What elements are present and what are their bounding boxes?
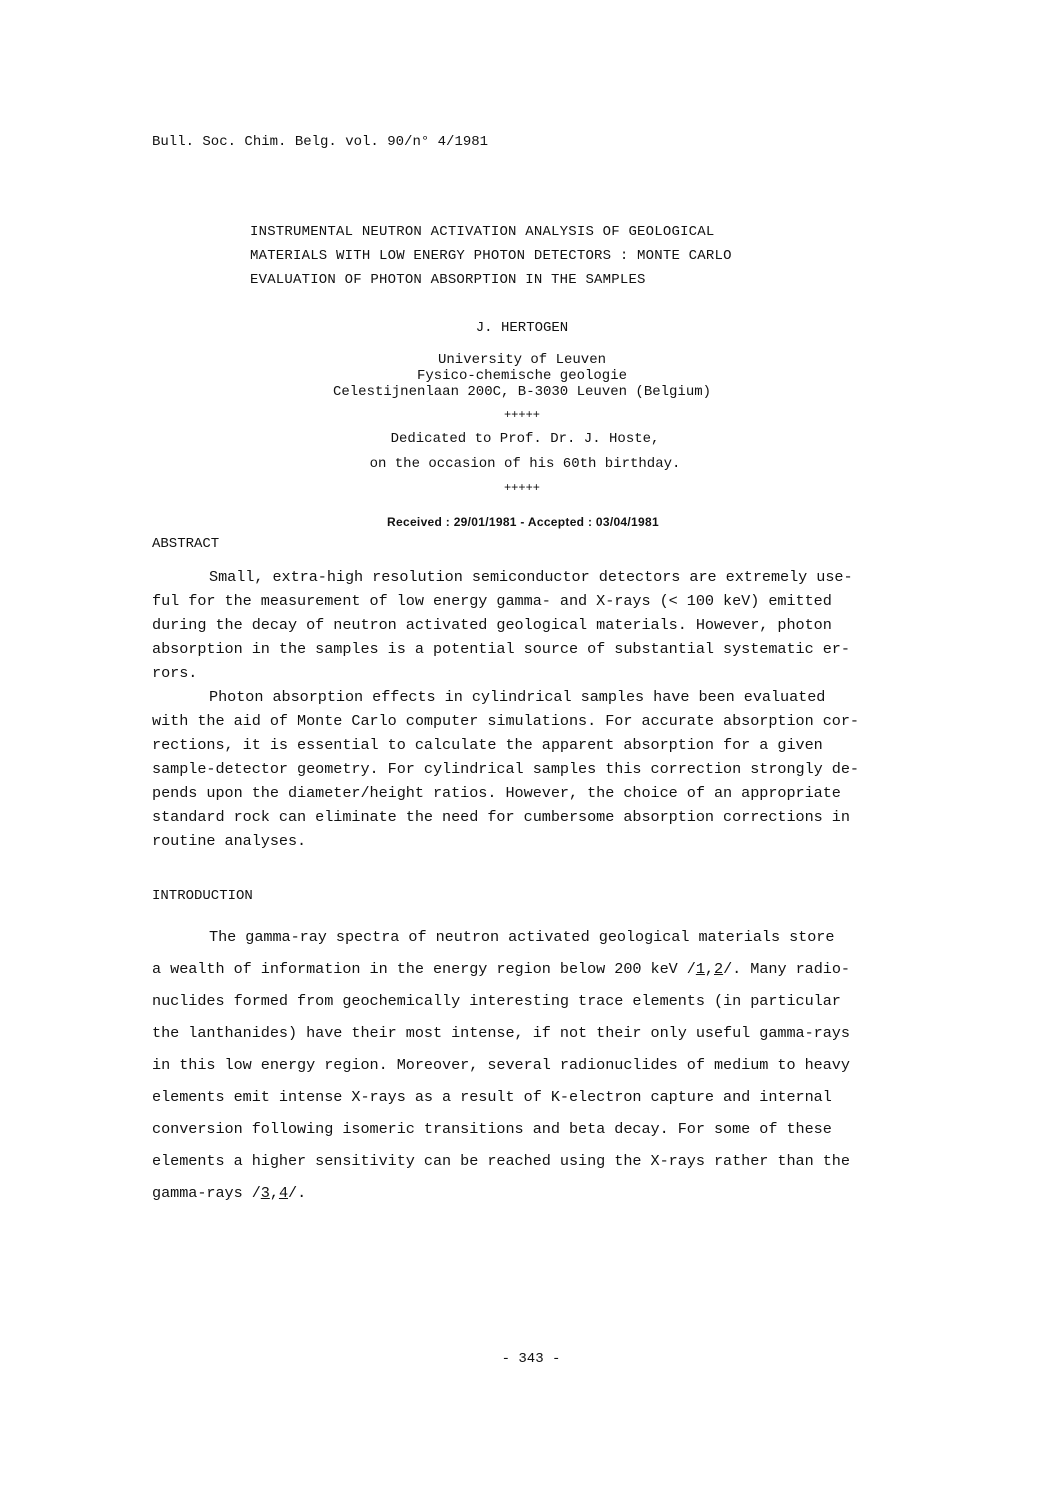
abstract-line: standard rock can eliminate the need for cumbersome absorption corrections in [152, 808, 850, 826]
intro-line: elements a higher sensitivity can be reached using the X-rays rather than the [152, 1152, 850, 1170]
intro-line [152, 1184, 306, 1202]
abstract-line: Photon absorption effects in cylindrical samples have been evaluated [209, 688, 826, 706]
title-line: MATERIALS WITH LOW ENERGY PHOTON DETECTORS : MONTE CARLO [250, 248, 732, 264]
intro-line: elements emit intense X-rays as a result of K-electron capture and internal [152, 1088, 832, 1106]
abstract-line: with the aid of Monte Carlo computer simulations. For accurate absorption cor- [152, 712, 859, 730]
citation-ref[interactable]: 4 [278, 1184, 289, 1202]
title-line: INSTRUMENTAL NEUTRON ACTIVATION ANALYSIS OF GEOLOGICAL [250, 224, 715, 240]
section-heading: INTRODUCTION [152, 888, 253, 904]
intro-line: The gamma-ray spectra of neutron activated geological materials store [209, 928, 835, 946]
intro-line: the lanthanides) have their most intense, if not their only useful gamma-rays [152, 1024, 850, 1042]
author-name: J. HERTOGEN [475, 320, 569, 336]
abstract-line: ful for the measurement of low energy gamma- and X-rays (< 100 keV) emitted [152, 592, 832, 610]
intro-text: a wealth of information in the energy region below 200 keV / [152, 960, 696, 978]
separator: +++++ [503, 481, 540, 495]
intro-line: nuclides formed from geochemically interesting trace elements (in particular [152, 992, 841, 1010]
intro-line: conversion following isomeric transitions and beta decay. For some of these [152, 1120, 832, 1138]
affiliation-line: Fysico-chemische geologie [416, 368, 628, 384]
citation-ref[interactable]: 3 [260, 1184, 270, 1202]
intro-text: gamma-rays / [152, 1184, 261, 1202]
intro-text: , [269, 1184, 279, 1202]
abstract-line: sample-detector geometry. For cylindrical samples this correction strongly de- [152, 760, 859, 778]
received-dates: Received : 29/01/1981 - Accepted : 03/04/1981 [387, 515, 659, 529]
page-number: - 343 - [501, 1351, 561, 1367]
abstract-line: absorption in the samples is a potential source of substantial systematic er- [152, 640, 850, 658]
intro-text: /. [288, 1184, 307, 1202]
abstract-line: Small, extra-high resolution semiconductor detectors are extremely use- [209, 568, 853, 586]
abstract-line: rections, it is essential to calculate the apparent absorption for a given [152, 736, 823, 754]
separator: +++++ [503, 408, 540, 422]
citation-ref[interactable]: 2 [714, 960, 724, 978]
journal-reference: Bull. Soc. Chim. Belg. vol. 90/n° 4/1981 [152, 134, 489, 150]
abstract-line: pends upon the diameter/height ratios. However, the choice of an appropriate [152, 784, 841, 802]
intro-text: /. Many radio- [723, 960, 850, 978]
intro-line [152, 960, 850, 978]
affiliation-line: Celestijnenlaan 200C, B-3030 Leuven (Belgium) [332, 384, 712, 400]
intro-line: in this low energy region. Moreover, several radionuclides of medium to heavy [152, 1056, 850, 1074]
dedication-line: on the occasion of his 60th birthday. [369, 456, 681, 472]
citation-ref[interactable]: 1 [695, 960, 705, 978]
abstract-line: rors. [152, 664, 198, 682]
section-heading: ABSTRACT [152, 536, 220, 552]
affiliation-line: University of Leuven [437, 352, 607, 368]
abstract-line: during the decay of neutron activated geological materials. However, photon [152, 616, 832, 634]
dedication-line: Dedicated to Prof. Dr. J. Hoste, [390, 431, 660, 447]
title-line: EVALUATION OF PHOTON ABSORPTION IN THE SAMPLES [250, 272, 646, 288]
abstract-line: routine analyses. [152, 832, 307, 850]
intro-text: , [704, 960, 714, 978]
